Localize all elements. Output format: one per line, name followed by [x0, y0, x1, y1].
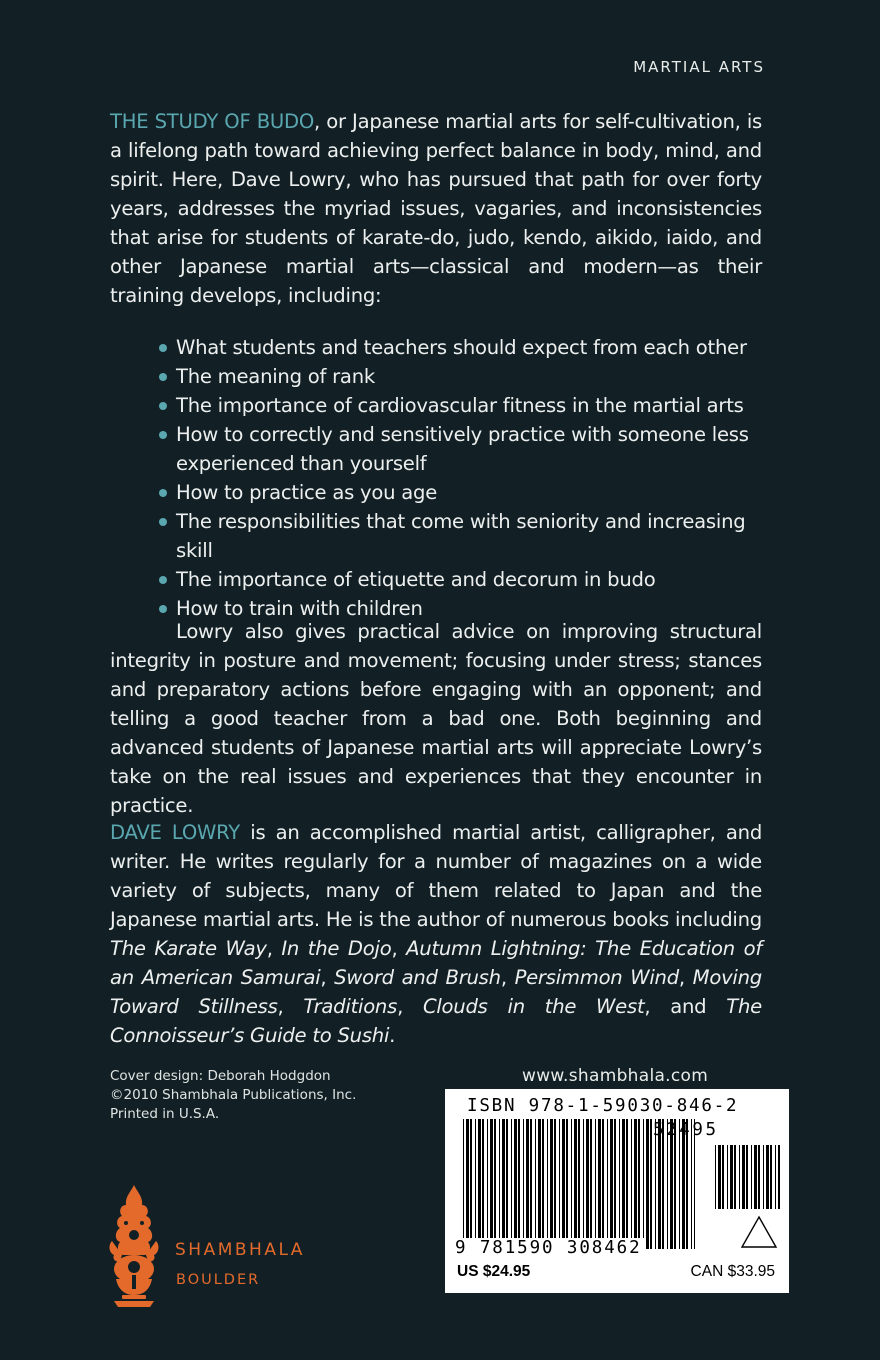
description-lead: THE STUDY OF BUDO [110, 110, 315, 133]
book-title: Clouds in the West [422, 995, 645, 1018]
barcode-bar [631, 1119, 632, 1249]
barcode-bar [754, 1145, 757, 1209]
barcode-bar [619, 1119, 620, 1249]
barcode-bar [487, 1119, 488, 1249]
barcode-bar [602, 1119, 604, 1249]
barcode-bar [494, 1119, 496, 1249]
price-us: US $24.95 [457, 1263, 531, 1280]
barcode-bar [470, 1119, 472, 1249]
barcode-bar [614, 1119, 616, 1249]
barcode-bar [646, 1119, 649, 1249]
barcode-bar [734, 1145, 736, 1209]
book-title: Moving Toward Stillness [110, 966, 762, 1018]
barcode-bar [583, 1119, 584, 1249]
triangle-icon [739, 1214, 779, 1250]
list-item: How to correctly and sensitively practice with someone less experienced than yourself [158, 420, 778, 478]
barcode-bar [542, 1119, 544, 1249]
author-bio: DAVE LOWRY is an accomplished martial artist, calligrapher, and writer. He writes regularly for a number of magazines on a wide variety of subjects, many of them related to Japan and the Japanese martial arts. He is the author of numerous books including The Karate Way, In the Dojo, Autumn Lightning: The Education of an American Samurai, Sword and Brush, Persimmon Wind, Moving Toward Stillness, Traditions, Clouds in the West, and The Connoisseur’s Guide to Sushi. [110, 821, 763, 1047]
barcode-bar [610, 1119, 613, 1249]
barcode-bar [742, 1145, 745, 1209]
barcode-bar [739, 1145, 740, 1209]
barcode-bar [547, 1119, 548, 1249]
barcode-bar [598, 1119, 601, 1249]
bullet-icon [159, 373, 167, 381]
barcode-bar [622, 1119, 625, 1249]
barcode-bar [562, 1119, 565, 1249]
barcode-bar [466, 1119, 469, 1249]
book-title: Persimmon Wind [514, 966, 679, 989]
barcode-bar [538, 1119, 541, 1249]
barcode-bar [506, 1119, 508, 1249]
printed-in: Printed in U.S.A. [110, 1106, 220, 1122]
bullet-icon [159, 605, 167, 613]
barcode-bar [511, 1119, 512, 1249]
barcode-bar [766, 1145, 769, 1209]
barcode-bar [775, 1145, 776, 1209]
book-title: The Connoisseur’s Guide to Sushi [110, 995, 762, 1047]
book-title: Sword and Brush [334, 966, 501, 989]
barcode-bar [751, 1145, 752, 1209]
publisher-name: SHAMBHALA [175, 1240, 305, 1260]
barcode-bar [643, 1119, 644, 1249]
ean-digits: 9 781590 308462 [455, 1238, 642, 1258]
list-item: The meaning of rank [158, 362, 778, 391]
list-item: The responsibilities that come with seniority and increasing skill [158, 507, 778, 565]
category-label: MARTIAL ARTS [633, 58, 765, 76]
barcode-bar [727, 1145, 728, 1209]
barcode-bar [478, 1119, 481, 1249]
barcode-bar [758, 1145, 760, 1209]
price-can: CAN $33.95 [690, 1263, 775, 1280]
book-title: Traditions [303, 995, 398, 1018]
isbn-label: ISBN 978-1-59030-846-2 [467, 1096, 739, 1116]
barcode-bar [502, 1119, 505, 1249]
advice-paragraph: Lowry also gives practical advice on improving structural integrity in posture and movement; focusing under stress; stances and preparatory actions before engaging with an opponent; and telling a good teacher from a bad one. Both beginning and advanced students of Japanese martial arts will appreciate Lowry’s take on the real issues and experiences that they encounter in practice. [110, 620, 762, 817]
bullet-icon [159, 431, 167, 439]
list-item: The importance of cardiovascular fitness in the martial arts [158, 391, 778, 420]
barcode-bar [578, 1119, 580, 1249]
barcode-bar [638, 1119, 640, 1249]
bullet-icon [159, 402, 167, 410]
topics-list [158, 333, 778, 623]
barcode-bar [715, 1145, 716, 1209]
barcode-bar [559, 1119, 560, 1249]
barcode-bar [554, 1119, 556, 1249]
author-name: DAVE LOWRY [110, 821, 241, 844]
list-item: How to practice as you age [158, 478, 778, 507]
barcode-bar [718, 1145, 721, 1209]
list-item: The importance of etiquette and decorum in budo [158, 565, 778, 594]
barcode-box [445, 1089, 789, 1293]
bullet-icon [159, 489, 167, 497]
barcode-bar [482, 1119, 484, 1249]
bullet-icon [159, 518, 167, 526]
barcode-bar [523, 1119, 524, 1249]
barcode-bar [634, 1119, 637, 1249]
book-title: The Karate Way [110, 937, 267, 960]
barcode-bar [607, 1119, 608, 1249]
list-item: What students and teachers should expect from each other [158, 333, 778, 362]
book-title: Autumn Lightning: The Education of an American Samurai [110, 937, 762, 989]
cover-design-credit: Cover design: Deborah Hodgdon [110, 1068, 331, 1084]
barcode-bar [463, 1119, 464, 1249]
credits [110, 1067, 356, 1124]
description [110, 107, 762, 310]
barcode-bar [566, 1119, 568, 1249]
description-body: , or Japanese martial arts for self-cultivation, is a lifelong path toward achieving perfect balance in body, mind, and spirit. Here, Dave Lowry, who has pursued that path for over forty years, addresses the myriad issues, vagaries, and inconsistencies that arise for students of karate-do, judo, kendo, aikido, iaido, and other Japanese martial arts—classical and modern—as their training develops, including: [110, 110, 762, 307]
barcode-bar [518, 1119, 520, 1249]
barcode-bar [590, 1119, 592, 1249]
list-item: How to train with children [158, 594, 778, 623]
barcode-bar [475, 1119, 476, 1249]
barcode-bar [626, 1119, 628, 1249]
shambhala-logo-icon [104, 1183, 164, 1308]
barcode-bar [586, 1119, 589, 1249]
barcode-bar [526, 1119, 529, 1249]
barcode-bar [571, 1119, 572, 1249]
bullet-icon [159, 576, 167, 584]
barcode-bar [730, 1145, 733, 1209]
barcode-bar [778, 1145, 780, 1209]
barcode-bar [722, 1145, 724, 1209]
barcode-bar [535, 1119, 536, 1249]
barcode-bar [595, 1119, 596, 1249]
barcode-bar [763, 1145, 764, 1209]
bio-intro: is an accomplished martial artist, calligrapher, and writer. He writes regularly for a number of magazines on a wide variety of subjects, many of them related to Japan and the Japanese martial arts. He is the author of numerous books including [110, 821, 763, 931]
barcode-bar [550, 1119, 553, 1249]
copyright: ©2010 Shambhala Publications, Inc. [110, 1087, 357, 1103]
barcode-bar [770, 1145, 772, 1209]
barcode-bar [499, 1119, 500, 1249]
barcode-bar [650, 1119, 652, 1249]
bullet-icon [159, 344, 167, 352]
barcode-bar [490, 1119, 493, 1249]
barcode-bar [530, 1119, 532, 1249]
website-url: www.shambhala.com [522, 1066, 709, 1086]
book-title: In the Dojo [281, 937, 392, 960]
barcode-bar [514, 1119, 517, 1249]
barcode-bar [746, 1145, 748, 1209]
publisher-city: BOULDER [176, 1272, 261, 1288]
price-code: 52495 [653, 1120, 719, 1140]
barcode-bar [574, 1119, 577, 1249]
